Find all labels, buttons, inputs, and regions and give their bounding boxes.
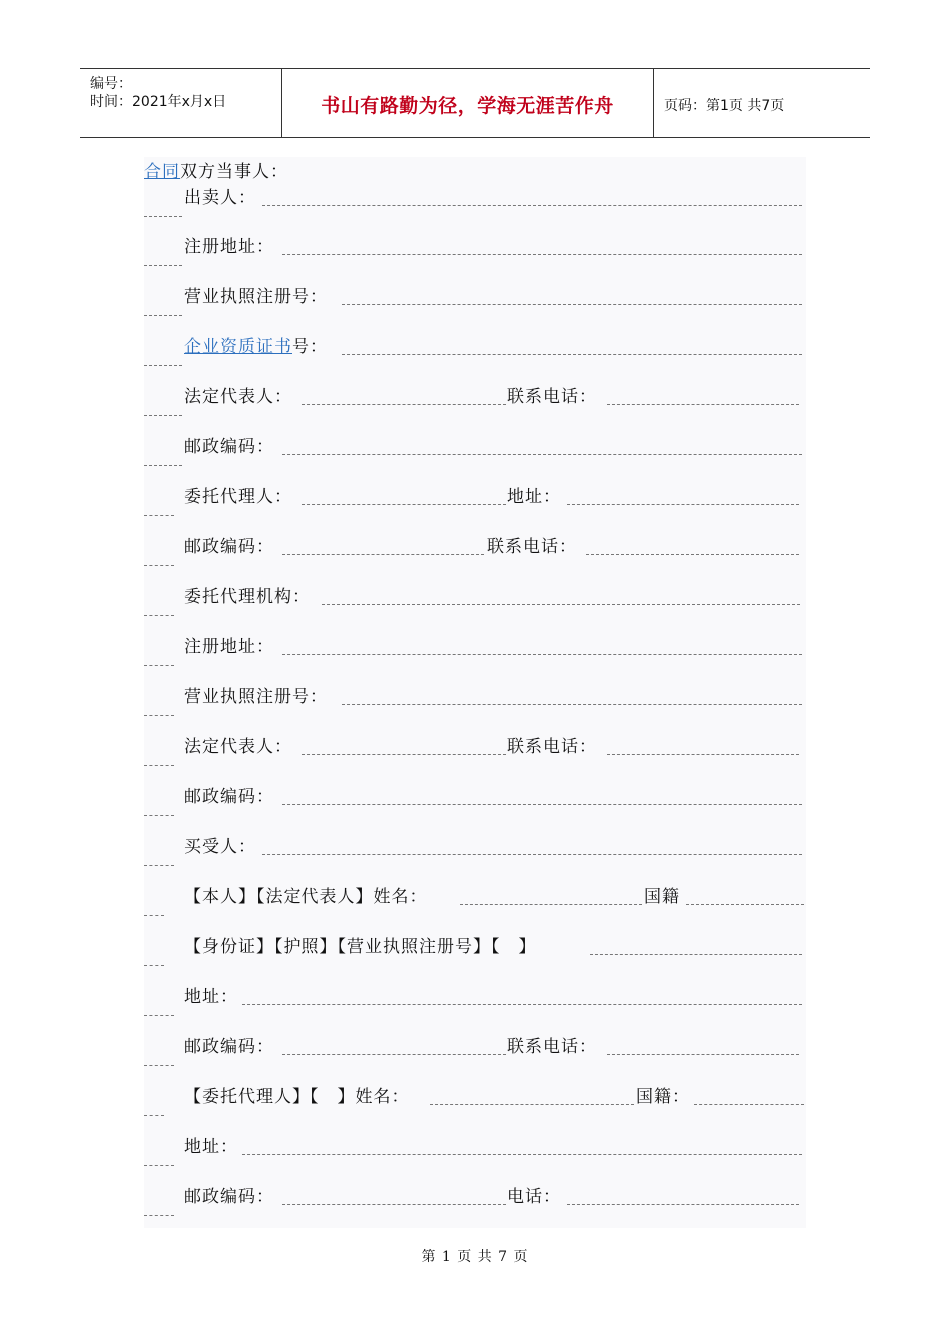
phone-label: 联系电话：: [507, 387, 597, 407]
blank-tail: [144, 614, 174, 616]
buyer-name-blank[interactable]: [460, 903, 642, 905]
address-blank[interactable]: [242, 1153, 802, 1155]
qualification-link[interactable]: 企业资质证书: [184, 337, 292, 357]
agency-reg-address-row: [144, 635, 806, 685]
license-label: 营业执照注册号：: [184, 287, 328, 307]
postcode-blank[interactable]: [282, 803, 802, 805]
address-blank[interactable]: [242, 1003, 802, 1005]
id-type-row: [144, 935, 806, 985]
blank-tail: [144, 364, 182, 366]
reg-address-label: 注册地址：: [184, 637, 274, 657]
buyer-label: 买受人：: [184, 837, 256, 857]
blank-tail: [144, 314, 182, 316]
agency-legal-rep-row: [144, 735, 806, 785]
page-footer: 第 1 页 共 7 页: [421, 1249, 529, 1265]
nationality-label: 国籍：: [636, 1087, 690, 1107]
blank-tail: [144, 664, 174, 666]
buyer-agent-address-row: [144, 1135, 806, 1185]
agency-blank[interactable]: [322, 603, 800, 605]
number-label: 编号：: [90, 76, 132, 92]
seller-license-row: [144, 285, 806, 335]
blank-tail: [144, 964, 164, 966]
contract-body: [144, 157, 806, 1228]
address-label: 地址：: [507, 487, 561, 507]
seller-postcode-row: [144, 435, 806, 485]
agency-license-row: [144, 685, 806, 735]
agent-label: 委托代理人：: [184, 487, 292, 507]
postcode-label: 邮政编码：: [184, 1037, 274, 1057]
phone-blank[interactable]: [607, 403, 799, 405]
buyer-agent-label: 【委托代理人】【 】姓名：: [184, 1087, 410, 1107]
phone-label: 联系电话：: [487, 537, 577, 557]
postcode-blank[interactable]: [282, 453, 802, 455]
phone-label: 联系电话：: [507, 1037, 597, 1057]
postcode-label: 邮政编码：: [184, 787, 274, 807]
page-info: 页码：第1页 共7页: [664, 98, 785, 114]
qualification-blank[interactable]: [342, 353, 802, 355]
buyer-identity-label: 【本人】【法定代表人】姓名：: [184, 887, 428, 907]
seller-legal-rep-row: [144, 385, 806, 435]
tel-label: 电话：: [507, 1187, 561, 1207]
id-type-label: 【身份证】【护照】【营业执照注册号】【 】: [184, 937, 537, 957]
agency-label: 委托代理机构：: [184, 587, 310, 607]
license-label: 营业执照注册号：: [184, 687, 328, 707]
tel-blank[interactable]: [567, 1203, 799, 1205]
parties-heading: [144, 160, 806, 184]
nationality-blank[interactable]: [686, 903, 804, 905]
header-page-cell: [654, 69, 870, 137]
seller-agent-row: [144, 485, 806, 535]
seller-reg-address-row: [144, 235, 806, 285]
legal-rep-blank[interactable]: [302, 403, 506, 405]
nationality-label: 国籍: [644, 887, 680, 907]
blank-tail: [144, 464, 182, 466]
blank-tail: [144, 864, 174, 866]
license-blank[interactable]: [342, 303, 802, 305]
seller-label: 出卖人：: [184, 188, 256, 208]
postcode-label: 邮政编码：: [184, 537, 274, 557]
postcode-blank[interactable]: [282, 553, 484, 555]
qualification-row: [144, 335, 806, 385]
header-meta-cell: [80, 69, 282, 137]
address-label: 地址：: [184, 987, 238, 1007]
motto: 书山有路勤为径，学海无涯苦作舟: [321, 95, 614, 117]
blank-tail: [144, 264, 182, 266]
agent-blank[interactable]: [302, 503, 506, 505]
agency-postcode-row: [144, 785, 806, 835]
address-label: 地址：: [184, 1137, 238, 1157]
agency-row: [144, 585, 806, 635]
blank-tail: [144, 1064, 174, 1066]
reg-address-blank[interactable]: [282, 653, 802, 655]
buyer-address-row: [144, 985, 806, 1035]
document-header: [80, 68, 870, 138]
seller-blank[interactable]: [262, 204, 802, 206]
blank-tail: [144, 764, 174, 766]
blank-tail: [144, 514, 174, 516]
blank-tail: [144, 914, 164, 916]
seller-row: [144, 186, 806, 236]
buyer-agent-name-blank[interactable]: [430, 1103, 634, 1105]
id-number-blank[interactable]: [590, 953, 802, 955]
legal-rep-label: 法定代表人：: [184, 737, 292, 757]
buyer-agent-row: [144, 1085, 806, 1135]
blank-tail: [144, 1114, 164, 1116]
blank-tail: [144, 1014, 174, 1016]
qualification-suffix: 号：: [292, 337, 328, 357]
buyer-name-row: [144, 885, 806, 935]
reg-address-blank[interactable]: [282, 253, 802, 255]
agent-postcode-row: [144, 535, 806, 585]
postcode-blank[interactable]: [282, 1053, 506, 1055]
postcode-label: 邮政编码：: [184, 437, 274, 457]
buyer-row: [144, 835, 806, 885]
buyer-postcode-row: [144, 1035, 806, 1085]
header-motto-cell: [282, 69, 654, 137]
contract-link[interactable]: 合同: [144, 162, 180, 182]
phone-blank[interactable]: [607, 753, 799, 755]
parties-heading-text: 双方当事人：: [180, 162, 288, 182]
nationality-blank[interactable]: [694, 1103, 804, 1105]
phone-blank[interactable]: [607, 1053, 799, 1055]
address-blank[interactable]: [567, 503, 799, 505]
postcode-label: 邮政编码：: [184, 1187, 274, 1207]
buyer-agent-postcode-row: [144, 1185, 806, 1235]
postcode-blank[interactable]: [282, 1203, 506, 1205]
license-blank[interactable]: [342, 703, 802, 705]
time-label: 时间：2021年x月x日: [90, 94, 227, 110]
blank-tail: [144, 714, 174, 716]
buyer-blank[interactable]: [262, 853, 802, 855]
blank-tail: [144, 1164, 174, 1166]
blank-tail: [144, 1214, 174, 1216]
legal-rep-blank[interactable]: [302, 753, 506, 755]
reg-address-label: 注册地址：: [184, 237, 274, 257]
blank-tail: [144, 414, 182, 416]
blank-tail: [144, 215, 182, 217]
legal-rep-label: 法定代表人：: [184, 387, 292, 407]
blank-tail: [144, 814, 174, 816]
phone-label: 联系电话：: [507, 737, 597, 757]
phone-blank[interactable]: [586, 553, 799, 555]
blank-tail: [144, 564, 174, 566]
